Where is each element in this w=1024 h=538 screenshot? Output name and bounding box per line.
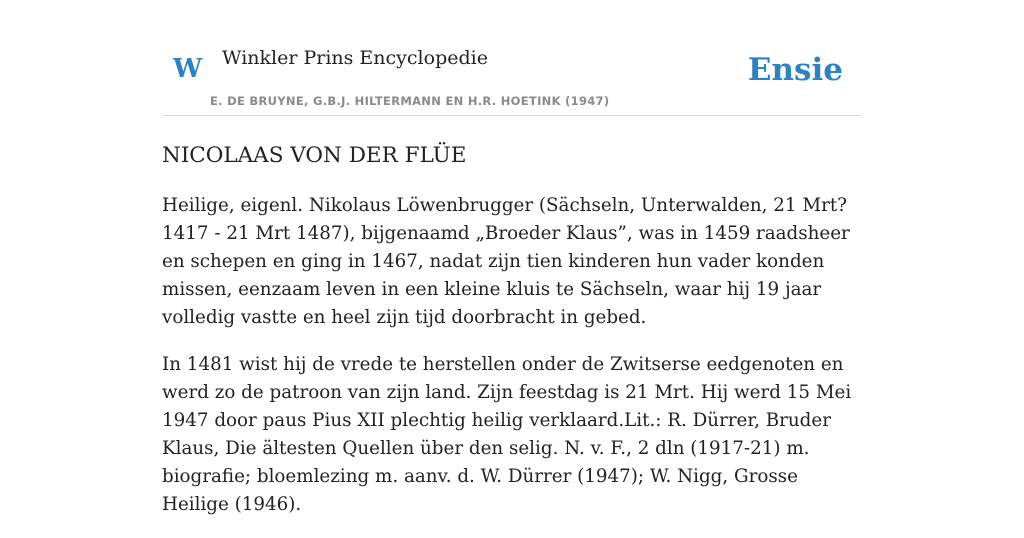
winkler-prins-logo[interactable]: W (173, 54, 203, 84)
entry-body (162, 192, 862, 538)
entry-title: NICOLAAS VON DER FLÜE (162, 143, 467, 168)
page-container (162, 0, 862, 515)
source-header (162, 0, 862, 116)
entry-paragraph: In 1481 wist hij de vrede te herstellen onder de Zwitserse eedgenoten en werd zo de patroon van zijn land. Zijn feestdag is 21 Mrt. Hij werd 15 Mei 1947 door paus Pius XII plechtig heilig verklaard.Lit.: R. Dürrer, Bruder Klaus, Die ältesten Quellen über den selig. N. v. F., 2 dln (1917-21) m. biografie; bloemlezing m. aanv. d. W. Dürrer (1947); W. Nigg, Grosse Heilige (1946). (162, 354, 852, 515)
source-title[interactable]: Winkler Prins Encyclopedie (222, 47, 488, 69)
source-authors: E. DE BRUYNE, G.B.J. HILTERMANN EN H.R. HOETINK (1947) (210, 94, 610, 108)
entry-paragraph: Heilige, eigenl. Nikolaus Löwenbrugger (Sächseln, Unterwalden, 21 Mrt? 1417 - 21 Mrt 1487), bijgenaamd „Broeder Klaus”, was in 1459 raadsheer en schepen en ging in 1467, nadat zijn tien kinderen hun vader konden missen, eenzaam leven in een kleine kluis te Sächseln, waar hij 19 jaar volledig vastte en heel zijn tijd doorbracht in gebed. (162, 195, 850, 328)
ensie-logo[interactable]: Ensie (747, 52, 843, 88)
